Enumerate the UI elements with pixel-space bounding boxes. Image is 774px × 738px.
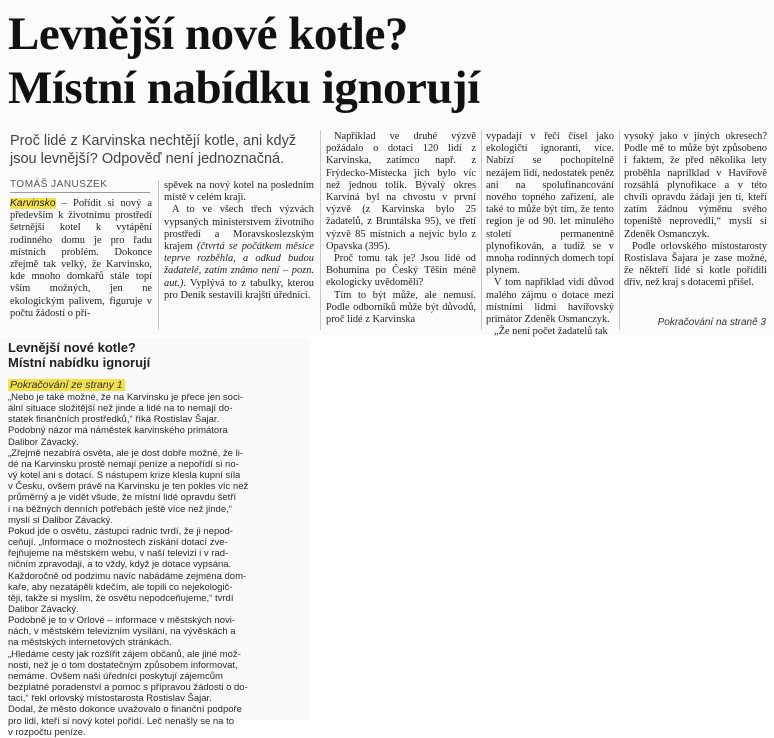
text-line: Dalibor Závacký. xyxy=(8,436,79,448)
text-line: řejňujeme na městském webu, v naší televizi i v rad- xyxy=(8,548,229,560)
article-column-1 xyxy=(10,198,152,320)
text-line: Dodal, že město dokonce uvažovalo o finanční podpoře xyxy=(8,704,242,716)
text-line: ceňují. „Informace o možnostech získání dotací zve- xyxy=(8,537,228,549)
article-column-5 xyxy=(624,131,767,290)
column-3-paragraph-3: Tím to být může, ale nemusí. Podle odborníků může být důvodů, proč lidé z Karvinska xyxy=(326,289,476,326)
byline-rule xyxy=(10,192,150,193)
text-line: myslí si Dalibor Závacký. xyxy=(8,514,114,526)
column-4-paragraph-3: „Že není počet žadatelů tak xyxy=(494,326,608,338)
column-3-paragraph-2: Proč tomu tak je? Jsou lidé od Bohumína po Český Těšín méně ekologicky uvědomělí? xyxy=(326,253,476,289)
text-line: i na běžných denních potřebách ještě více než jinde,“ xyxy=(8,503,232,515)
text-line: dé na Karvinsku prostě nemají peníze a nepořídí si no- xyxy=(8,458,239,470)
text-line: kaře, aby nezatápěli kdečím, ale topili co nejekologič- xyxy=(8,581,233,593)
text-line: Pokud jde o osvětu, zástupci radnic tvrdí, že ji nepod- xyxy=(8,525,233,537)
text-line: na městských internetových stránkách. xyxy=(8,637,172,649)
column-4-paragraph-2: V tom například vidí důvod malého zájmu o dotace mezi místními lidmi havířovský primátor Zdeněk Osmanczyk. xyxy=(486,277,614,326)
text-line: Podobně je to v Orlové – informace v městských novi- xyxy=(8,615,236,627)
text-line: Dalibor Závacký. xyxy=(8,603,79,615)
column-5-paragraph-1: vysoký jako v jiných okresech? Podle mě to může být způsobeno i faktem, že před několika lety proběhla naprílklad v Havířově rozsáhlá plynofikace a v této chvíli opravdu žádají jen ti, kteří zatím žádnou výměnu svého topeniště neprovedli,“ myslí si Zdeněk Osmanczyk. xyxy=(624,131,767,240)
continuation-headline xyxy=(8,340,150,370)
column-separator xyxy=(481,130,482,330)
author-note: (čtvrtá se počátkem měsíce teprve rozběhla, a odkud budou žadatelé, zatím známo není – pozn. aut.) xyxy=(164,241,314,289)
column-5-paragraph-2: Podle orlovského místostarosty Rostislava Šajara je zase možné, že někteří lidé si kotle pořídili dřív, než kraj s dotacemi přišel. xyxy=(624,240,767,289)
text-line: statek finančních prostředků,“ říká Rostislav Šajar. xyxy=(8,414,220,426)
column-separator xyxy=(158,180,159,330)
continuation-headline-line-1: Levnější nové kotle? xyxy=(8,340,136,355)
text-line: ničním zpravodaji, a to vždy, když je dotace vypsána. xyxy=(8,559,232,571)
column-separator xyxy=(619,130,620,330)
continuation-headline-line-2: Místní nabídku ignorují xyxy=(8,355,151,370)
text-line: nemáme. Ovšem naši úředníci poskytují zájemcům xyxy=(8,670,223,682)
column-2-text-c: . Vyplývá to z tabulky, kterou pro Deník sestavili krajští úředníci. xyxy=(164,277,314,301)
text-line: Každoročně od podzimu navíc nabádáme zejména dom- xyxy=(8,570,247,582)
article-column-2 xyxy=(164,180,314,302)
text-line: průměrný a je vidět všude, že místní lidé opravdu šetří xyxy=(8,492,237,504)
headline-line-1: Levnější nové kotle? xyxy=(8,8,408,60)
author-byline: TOMÁŠ JANUSZEK xyxy=(10,179,108,190)
text-line: „Nebo je také možné, že na Karvinsku je přece jen soci- xyxy=(8,392,243,403)
continued-on-note: Pokračování na straně 3 xyxy=(657,317,766,328)
text-line: „Hledáme cesty jak rozšířit zájem občanů, ale jiné mož- xyxy=(8,648,241,660)
text-line: nosti, než je o tom dostatečným způsobem informovat, xyxy=(8,659,238,671)
text-line: v Česku, ovšem právě na Karvinsku je ten pokles víc než xyxy=(8,481,249,493)
text-line: v rozpočtu peníze. xyxy=(8,726,86,738)
text-line: Podobný názor má náměstek karvinského primátora xyxy=(8,425,228,437)
subheadline: Proč lidé z Karvinska nechtějí kotle, ani když jsou levnější? Odpověď není jednoznačná. xyxy=(10,133,297,167)
article-column-4 xyxy=(486,131,614,338)
text-line: nách, v městském televizním vysílání, na vývěskách a xyxy=(8,626,236,638)
column-2-paragraph-1: spěvek na nový kotel na posledním místě v celém kraji. xyxy=(164,180,314,204)
text-line: vý kotel ani s dotací. S nástupem krize klesla kupní síla xyxy=(8,470,241,482)
text-line: pro lidi, kteří si nový kotel pořídí. Leč nenašly se na to xyxy=(8,715,235,727)
column-3-paragraph-1: Například ve druhé výzvě požádalo o dotaci 120 lidí z Karvinska, zatímco např. z Frýdecko-Místecka jich bylo víc než jednou tolik. Bývalý okres Karviná byl na chvostu v první výzvě (z Karvinska bylo 25 žadatelů, z Bruntálska 95), ve třetí výzvě 85 místních a nejvíc bylo z Opavska (395). xyxy=(326,131,476,252)
column-separator xyxy=(320,130,321,330)
column-1-text: – Pořídit si nový a především k životnímu prostředí šetrnější kotel k vytápění rodinného domu je pro řadu místních problém. Dokonce zřejmě tak velký, že Karvinsko, kde mnoho domkařů stále topí vším možných, jen ne ekologickým palivem, figuruje v počtu žádostí o pří- xyxy=(10,198,152,319)
text-line: „Zřejmě nezabírá osvěta, ale je dost dobře možné, že li- xyxy=(8,447,243,459)
text-line: těji, takže si myslím, že osvětu nepodceňujeme,“ tvrdí xyxy=(8,592,234,604)
article-column-3 xyxy=(326,131,476,326)
text-line: bezplatné poradenství a pomoc s přípravou žádosti o do- xyxy=(8,682,248,694)
column-2-text-a: A to ve všech třech výzvách vypsaných ministerstvem životního prostředí a Moravskoslezským krajem xyxy=(164,204,314,253)
column-4-paragraph-1: vypadají v řeči čísel jako ekologičtí ignoranti, více. Nabízí se pochopitelně nezájem lidí, nedostatek peněz ani na spolufinancování nového topného zařízení, ale také to může být tím, že tento region je od 90. let minulého století permanentně plynofikován, a tudíž se v mnoha rodinných domech topí plynem. xyxy=(486,131,614,277)
continuation-text xyxy=(8,392,298,738)
text-line: ální situace složitější než jinde a lidé na to nemají do- xyxy=(8,403,233,415)
headline-line-2: Místní nabídku ignorují xyxy=(8,62,480,114)
continued-from-note: Pokračování ze strany 1 xyxy=(10,379,123,391)
location-highlight: Karvinsko xyxy=(10,198,56,209)
text-line: taci,“ řekl orlovský místostarosta Rostislav Šajar. xyxy=(8,693,212,705)
